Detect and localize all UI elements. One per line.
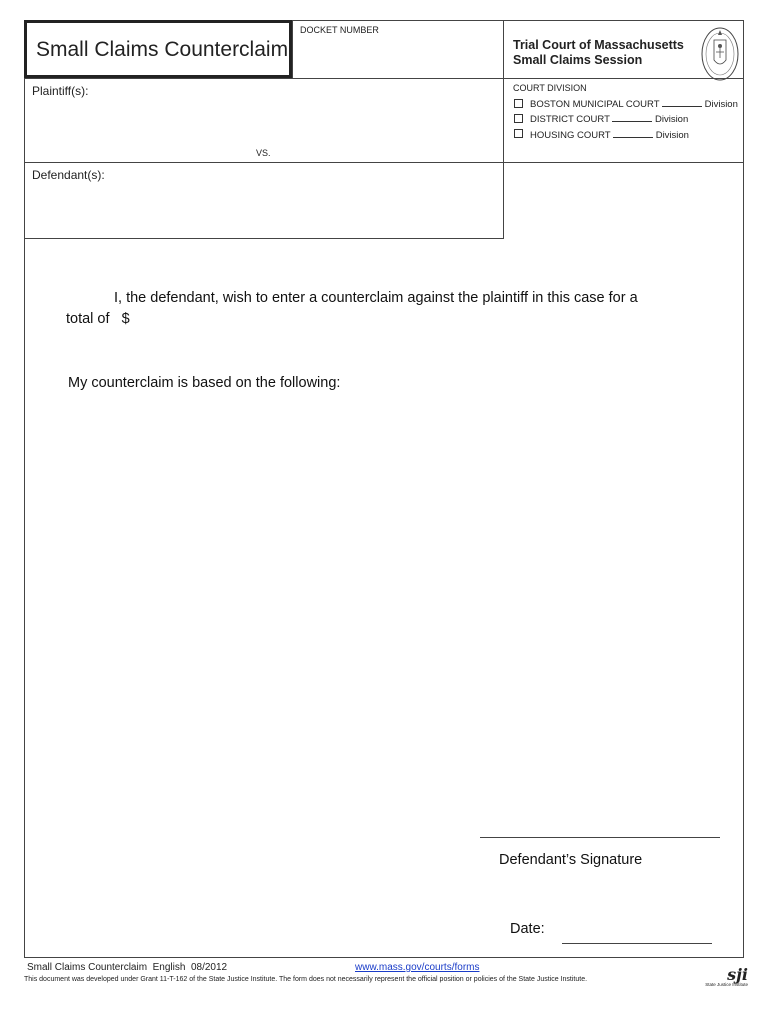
sji-logo	[700, 965, 748, 990]
counterclaim-basis-label: My counterclaim is based on the following:	[68, 375, 341, 391]
boston-municipal-option: BOSTON MUNICIPAL COURT Division	[530, 99, 738, 110]
boston-municipal-checkbox[interactable]	[514, 99, 523, 108]
defendant-label: Defendant(s):	[32, 168, 105, 182]
massachusetts-seal-icon	[700, 26, 740, 82]
district-court-option: DISTRICT COURT Division	[530, 114, 689, 125]
vs-label: VS.	[256, 148, 271, 158]
date-field[interactable]	[562, 920, 712, 942]
footer-disclaimer: This document was developed under Grant 11-T-162 of the State Justice Institute. The form does not necessarily represent the official position or policies of the State Justice Institute.	[24, 976, 588, 983]
signature-line	[480, 837, 720, 838]
plaintiff-field[interactable]	[30, 100, 496, 144]
court-session: Small Claims Session	[513, 53, 643, 67]
defendant-field[interactable]	[30, 184, 496, 234]
housing-court-checkbox[interactable]	[514, 129, 523, 138]
sji-logo-caption: State Justice Institute	[705, 982, 748, 987]
housing-court-option: HOUSING COURT Division	[530, 130, 689, 141]
counterclaim-total-label: total of $	[66, 311, 130, 327]
signature-field[interactable]	[480, 812, 720, 836]
court-name: Trial Court of Massachusetts	[513, 38, 684, 52]
court-division-label: COURT DIVISION	[513, 83, 587, 93]
header-divider	[24, 78, 744, 79]
district-court-checkbox[interactable]	[514, 114, 523, 123]
docket-number-field[interactable]	[296, 38, 500, 74]
date-line	[562, 943, 712, 944]
court-divider	[503, 20, 504, 162]
signature-label: Defendant’s Signature	[499, 852, 643, 868]
form-title: Small Claims Counterclaim	[36, 38, 289, 61]
sji-logo-mark: sji	[727, 965, 748, 984]
plaintiff-label: Plaintiff(s):	[32, 84, 89, 98]
form-identifier: Small Claims Counterclaim English 08/2012	[27, 962, 228, 973]
defendant-right-border	[503, 162, 504, 238]
forms-link[interactable]: www.mass.gov/courts/forms	[355, 962, 480, 973]
counterclaim-amount-field[interactable]	[140, 308, 280, 328]
docket-label: DOCKET NUMBER	[300, 25, 379, 35]
docket-divider	[292, 20, 293, 78]
defendant-bottom-border	[24, 238, 504, 239]
parties-divider	[24, 162, 744, 163]
counterclaim-basis-field[interactable]	[66, 400, 706, 800]
counterclaim-statement: I, the defendant, wish to enter a counterclaim against the plaintiff in this case for a	[114, 290, 638, 306]
date-label: Date:	[510, 921, 545, 937]
